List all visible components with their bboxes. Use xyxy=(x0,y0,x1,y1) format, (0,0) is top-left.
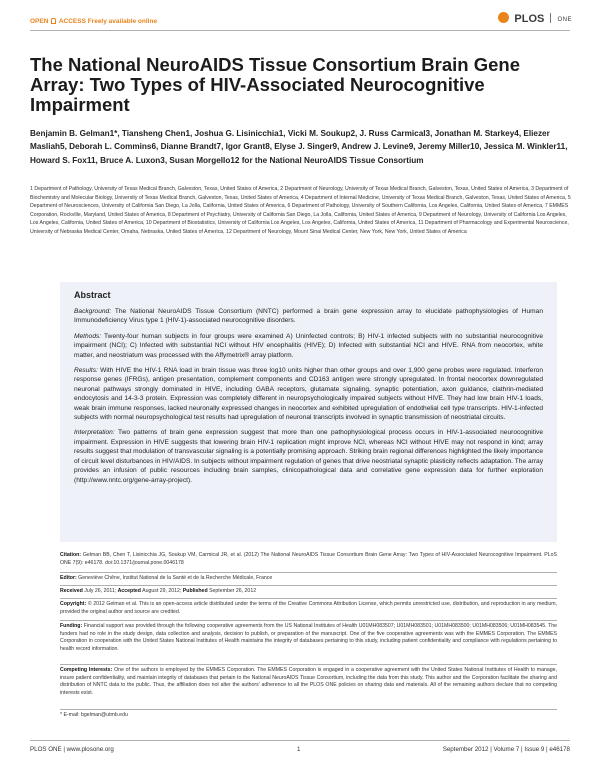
journal-logo-sub: ONE xyxy=(557,17,572,23)
footer-journal: PLOS ONE | www.plosone.org xyxy=(30,746,114,753)
meta-rule-3 xyxy=(60,598,557,599)
logo-divider xyxy=(550,13,551,23)
methods-text: Twenty-four human subjects in four groups were examined A) Uninfected controls; B) HIV-1 infected subjects with no substantial neurocognitive impairment (NCI); C) Infected with substantial NCI without HIV encephalitis (HIVE); D) Infected with substantial NCI and HIVE. RNA from neocortex, white matter, and neostriatum was processed with the Affymetrix® array platform. xyxy=(74,332,543,359)
journal-logo-text: PLOS xyxy=(514,13,545,25)
footer-rule xyxy=(30,740,570,741)
abstract-box xyxy=(60,282,557,542)
article-title: The National NeuroAIDS Tissue Consortium Brain Gene Array: Two Types of HIV-Associated Neurocognitive Impairment xyxy=(30,54,520,115)
received-label: Received xyxy=(60,588,83,594)
abstract-background xyxy=(74,307,543,326)
meta-rule-1 xyxy=(60,572,557,573)
plos-logo-icon xyxy=(498,12,509,23)
results-label: Results: xyxy=(74,367,98,375)
funding-label: Funding: xyxy=(60,623,83,629)
interpretation-text: Two patterns of brain gene expression suggest that more than one pathophysiological process occurs in HIV-1-associated neurocognitive impairment. Expression in HIVE suggests that lowering brain HIV-1 replication might improve NCI, whereas NCI without HIVE may not respond in kind; array results suggest that modulation of transvascular signaling is a potentially promising approach. Striking brain regional differences highlighted the likely importance of circuit level disturbances in HIV/AIDS. In subjects without impairment regulation of genes that drive neostriatal synaptic plasticity reflects adaptation. The array provides an infusion of public resources including brain samples, clinicopathological data and correlative gene expression data for further exploration (http://www.nntc.org/gene-array-project). xyxy=(74,429,544,484)
affiliations: 1 Department of Pathology, University of Texas Medical Branch, Galveston, Texas, United States of America, 2 Department of Neurology, University of Texas Medical Branch, Galveston, Texas, United States of America, 3 Department of Biochemistry and Molecular Biology, University of Texas Medical Branch, Galveston, Texas, United States of America, 4 Department of Internal Medicine, University of Texas Medical Branch, Galveston, Texas, United States of America, 5 Department of Neurosciences, University of California San Diego, La Jolla, California, United States of America, 6 Department of Pathology, University of Southern California, Los Angeles, California, United States of America, 7 EMMES Corporation, Rockville, Maryland, United States of America, 8 Department of Psychiatry, University of California San Diego, La Jolla, California, United States of America, 9 Department of Neurology, University of California Los Angeles, Los Angeles, California, United States of America, 10 Department of Biostatistics, University of California Los Angeles, Los Angeles, California, United States of America, 11 Department of Pharmacology and Experimental Neuroscience, University of Nebraska Medical Center, Omaha, Nebraska, United States of America, 12 Department of Neurology, Mount Sinai Medical Center, New York, New York, United States of America xyxy=(30,186,571,235)
results-text: With HIVE the HIV-1 RNA load in brain tissue was three log10 units higher than other groups and over 1,900 gene probes were regulated. Interferon response genes (IFRGs), antigen presentation, complement components and CD163 antigen were strongly upregulated. In frontal neocortex downregulated neuronal pathways strongly dominated in HIVE, including GABA receptors, glutamate signaling, synaptic potentiation, axon guidance, clathrin-mediated endocytosis and 14-3-3 protein. Expression was completely different in neuropsychologically impaired subjects without HIVE. They had low brain HIV-1 loads, weak brain immune responses, lacked neuronally expressed changes in neocortex and exhibited upregulation of endothelial cell type transcripts. HIV-1-infected subjects with normal neuropsychological test results had upregulation of neuronal transcripts involved in synaptic transmission of neostriatal circuits. xyxy=(74,367,543,422)
dates xyxy=(60,588,557,596)
competing-text: One of the authors is employed by the EMMES Corporation. The EMMES Corporation is engaged in a cooperative agreement with the United States National Institutes of Health to manage, insure patient confidentiality, and maintain integrity of databases that pertain to the National NeuroAIDS Tissue Consortium, including the data from this study. This author and the Corporation facilitate the sharing and distribution of NNTC data to the public. Thus, the affiliation does not alter the authors' adherence to all the PLOS ONE policies on sharing data and materials. All of the remaining authors declare that no competing interests exist. xyxy=(60,667,557,697)
competing-label: Competing Interests: xyxy=(60,667,113,673)
copyright-label: Copyright: xyxy=(60,601,87,607)
meta-rule-5 xyxy=(60,664,557,665)
methods-label: Methods: xyxy=(74,332,102,340)
citation-text: Gelman BB, Chen T, Lisinicchia JG, Soukup VM, Carmical JR, et al. (2012) The National NeuroAIDS Tissue Consortium Brain Gene Array: Two Types of HIV-Associated Neurocognitive Impairment. PLoS ONE 7(9): e46178. doi:10.1371/journal.pone.0046178 xyxy=(60,552,557,566)
background-label: Background: xyxy=(74,308,112,315)
meta-rule-4 xyxy=(60,620,557,621)
journal-logo xyxy=(498,12,572,25)
open-lock-icon xyxy=(51,18,56,24)
access-label: ACCESS Freely available online xyxy=(58,18,158,25)
competing-interests xyxy=(60,667,557,698)
abstract-results xyxy=(74,366,543,422)
funding-text: Financial support was provided through the following cooperative agreements from the US National Institutes of Health U01MH083507; U01MH083501; U01MH083500; U01MH083506; U01MH083545. The funders had no role in the study design, data collection and analysis, decision to publish, or preparation of the manuscript. One of the five cooperative agreements was with the EMMES Corporation. The EMMES Corporation in cooperation with the United States National Institutes of Health maintains the integrity of databases pertaining to this study, including patient confidentiality and compliance with regulations pertaining to health record information. xyxy=(60,623,557,653)
header-rule xyxy=(30,30,570,31)
received-date: July 26, 2011; xyxy=(84,588,117,594)
open-access-label xyxy=(30,18,157,25)
meta-rule-2 xyxy=(60,585,557,586)
published-date: September 26, 2012 xyxy=(209,588,257,594)
copyright-text: © 2012 Gelman et al. This is an open-access article distributed under the terms of the Creative Commons Attribution License, which permits unrestricted use, distribution, and reproduction in any medium, provided the original author and source are credited. xyxy=(60,601,557,615)
citation xyxy=(60,552,557,567)
interpretation-label: Interpretation: xyxy=(74,429,115,437)
abstract-interpretation xyxy=(74,428,543,484)
citation-label: Citation: xyxy=(60,552,82,558)
editor-text: Geneviève Chêne, Institut National de la Santé et de la Recherche Médicale, France xyxy=(78,575,273,581)
background-text: The National NeuroAIDS Tissue Consortium (NNTC) performed a brain gene expression array to elucidate pathophysiologies of Human Immunodeficiency Virus type 1 (HIV-1)-associated neurocognitive disorders. xyxy=(74,308,543,325)
meta-rule-6 xyxy=(60,709,557,710)
author-list: Benjamin B. Gelman1*, Tiansheng Chen1, Joshua G. Lisinicchia1, Vicki M. Soukup2, J. Russ Carmical3, Jonathan M. Starkey4, Eliezer Masliah5, Deborah L. Commins6, Dianne Brandt7, Igor Grant8, Elyse J. Singer9, Andrew J. Levine9, Jeremy Miller10, Jessica M. Winkler11, Howard S. Fox11, Bruce A. Luxon3, Susan Morgello12 for the National NeuroAIDS Tissue Consortium xyxy=(30,129,568,165)
funding xyxy=(60,623,557,654)
open-label: OPEN xyxy=(30,18,49,25)
email: * E-mail: bgelman@utmb.edu xyxy=(60,712,128,718)
accepted-label: Accepted xyxy=(117,588,141,594)
abstract-heading: Abstract xyxy=(74,290,111,300)
published-label: Published xyxy=(182,588,208,594)
editor xyxy=(60,575,557,583)
accepted-date: August 29, 2012; xyxy=(142,588,182,594)
footer-issue: September 2012 | Volume 7 | Issue 9 | e46178 xyxy=(442,746,570,753)
page-number: 1 xyxy=(297,746,301,753)
copyright xyxy=(60,601,557,616)
abstract-methods xyxy=(74,332,543,360)
editor-label: Editor: xyxy=(60,575,77,581)
